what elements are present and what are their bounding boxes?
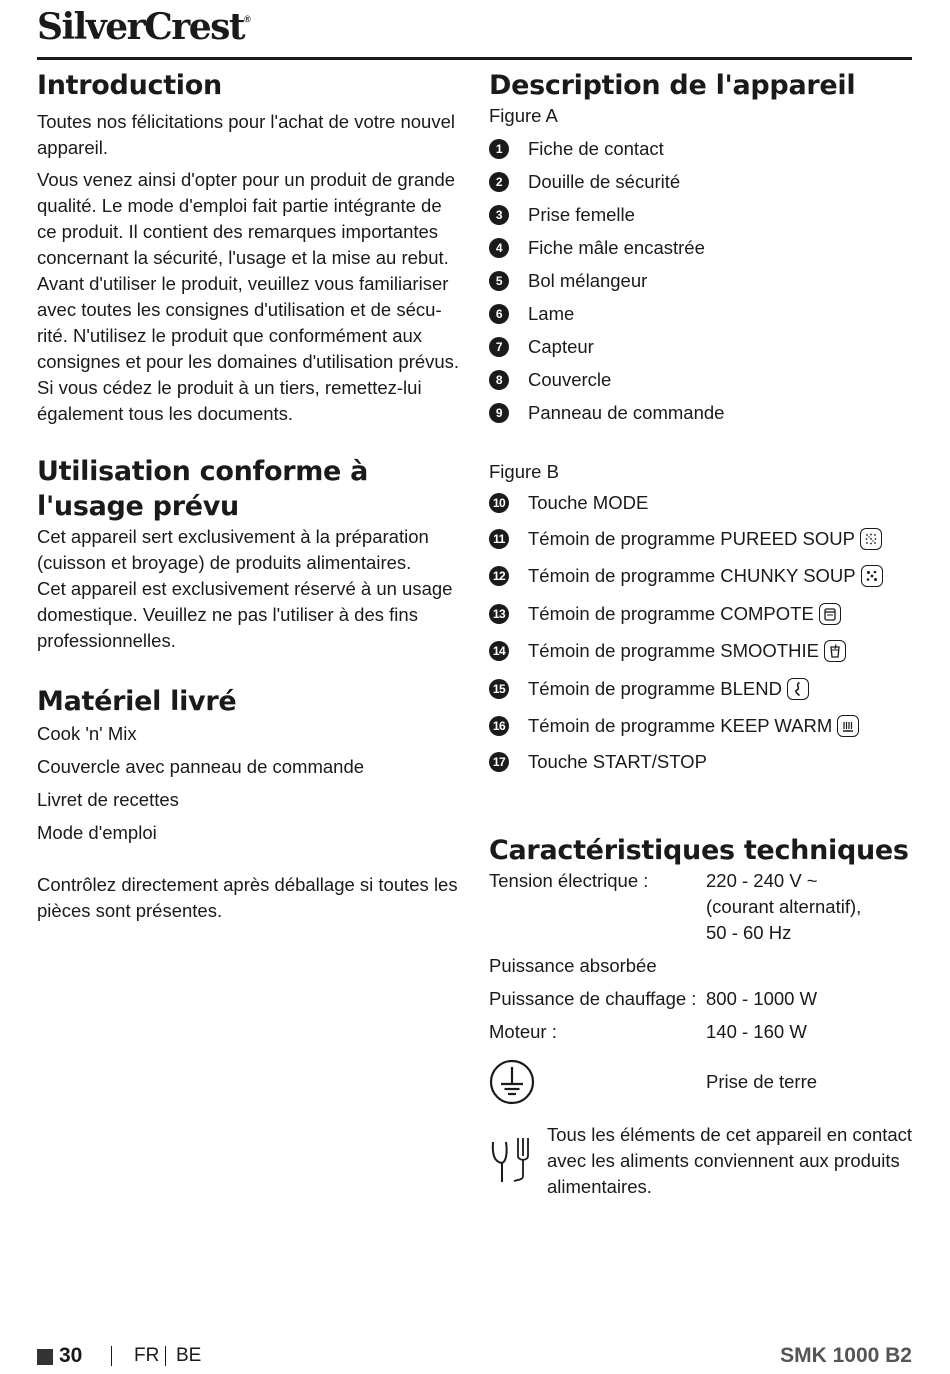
footer-lang-be: BE: [176, 1345, 202, 1366]
earth-ground-icon: [489, 1059, 535, 1105]
list-item: [489, 711, 914, 741]
introduction-title: Introduction: [37, 70, 222, 101]
earth-label: Prise de terre: [706, 1070, 818, 1092]
spec-heading: Puissance absorbée: [489, 954, 657, 976]
model-number: SMK 1000 B2: [780, 1344, 912, 1367]
keep-warm-icon: [837, 715, 859, 737]
number-badge: 16: [489, 716, 509, 736]
spec-row-heating: [489, 986, 914, 1012]
list-item-label: Touche START/STOP: [528, 750, 707, 772]
specs-title: Caractéristiques techniques: [489, 834, 909, 866]
list-item-label: Couvercle: [528, 369, 612, 390]
list-item: [489, 674, 914, 704]
number-badge: 12: [489, 566, 509, 586]
list-item: [489, 169, 914, 195]
description-title: Description de l'appareil: [489, 70, 856, 101]
page-number: 30: [59, 1344, 83, 1367]
list-item: [489, 136, 914, 162]
spec-label: Moteur :: [489, 1020, 557, 1042]
number-badge: 15: [489, 679, 509, 699]
number-badge: 1: [489, 139, 509, 159]
list-item: [489, 367, 914, 393]
brand-logo-text: SilverCrest: [37, 6, 245, 48]
list-item-label: Panneau de commande: [528, 402, 725, 423]
usage-paragraph-1: Cet appareil sert exclusivement à la préparation (cuisson et broyage) de produits alimentaires.: [37, 526, 429, 573]
delivery-item: Mode d'emploi: [37, 822, 157, 843]
spec-value: (courant alternatif),: [706, 895, 862, 917]
header-rule: [37, 57, 912, 60]
number-badge: 6: [489, 304, 509, 324]
list-item: [489, 749, 914, 775]
list-item: [489, 400, 914, 426]
list-item-label: Témoin de programme SMOOTHIE: [528, 640, 819, 661]
number-badge: 14: [489, 641, 509, 661]
figure-a-list: [489, 136, 914, 426]
footer-square-icon: [37, 1349, 53, 1365]
right-column: [489, 68, 914, 1200]
chunky-soup-icon: [861, 565, 883, 587]
list-item-label: Témoin de programme CHUNKY SOUP: [528, 565, 856, 586]
number-badge: 5: [489, 271, 509, 291]
introduction-paragraph-1: Toutes nos félicitations pour l'achat de votre nouvel appareil.: [37, 111, 455, 158]
specs-table: [489, 868, 914, 1200]
smoothie-icon: [824, 640, 846, 662]
list-item: [489, 524, 914, 554]
list-item-label: Lame: [528, 303, 575, 324]
list-item-label: Douille de sécurité: [528, 171, 681, 192]
footer-divider: [165, 1346, 166, 1366]
list-item-label: Fiche mâle encastrée: [528, 237, 705, 258]
list-item-label: Touche MODE: [528, 492, 649, 513]
blend-icon: [787, 678, 809, 700]
figure-b-label: Figure B: [489, 461, 559, 482]
footer-divider: [111, 1346, 112, 1366]
spec-row-motor: [489, 1019, 914, 1045]
introduction-paragraph-2: Vous venez ainsi d'opter pour un produit de grande qualité. Le mode d'emploi fait partie intégrante de ce produit. Il contient des remarques importantes concernant la sécurité, l'usage et la mise au rebut. Avant d'utiliser le produit, veuillez vous familiariser avec toutes les consignes d'utilisation et de sécurité. N'utilisez le produit que conformément aux consignes et pour les domaines d'utilisation prévus. Si vous cédez le produit à un tiers, remettez-lui également tous les documents.: [37, 169, 460, 424]
number-badge: 10: [489, 493, 509, 513]
usage-paragraph-2: Cet appareil est exclusivement réservé à un usage domestique. Veuillez ne pas l'utiliser à des fins professionnelles.: [37, 578, 453, 651]
usage-title: Utilisation conforme à l'usage prévu: [37, 456, 369, 522]
spec-value: 220 - 240 V ~: [706, 869, 818, 891]
spec-row-voltage: [489, 868, 914, 946]
compote-icon: [819, 603, 841, 625]
figure-b-list: [489, 490, 914, 775]
number-badge: 3: [489, 205, 509, 225]
brand-logo: [37, 6, 251, 48]
list-item: [489, 235, 914, 261]
page-footer: [37, 1344, 912, 1372]
list-item-label: Témoin de programme KEEP WARM: [528, 715, 833, 736]
pureed-soup-icon: [860, 528, 882, 550]
number-badge: 7: [489, 337, 509, 357]
number-badge: 17: [489, 752, 509, 772]
list-item-label: Bol mélangeur: [528, 270, 648, 291]
delivery-item: Livret de recettes: [37, 789, 179, 810]
number-badge: 11: [489, 529, 509, 549]
list-item: [489, 636, 914, 666]
delivery-item: Cook 'n' Mix: [37, 723, 137, 744]
number-badge: 2: [489, 172, 509, 192]
number-badge: 9: [489, 403, 509, 423]
number-badge: 8: [489, 370, 509, 390]
delivery-item: Couvercle avec panneau de commande: [37, 756, 365, 777]
list-item: [489, 301, 914, 327]
spec-label: Tension électrique :: [489, 869, 649, 891]
number-badge: 4: [489, 238, 509, 258]
spec-value: 140 - 160 W: [706, 1020, 807, 1042]
delivery-title: Matériel livré: [37, 686, 237, 717]
food-safe-row: [489, 1122, 914, 1200]
list-item-label: Prise femelle: [528, 204, 635, 225]
list-item-label: Témoin de programme COMPOTE: [528, 602, 814, 624]
registered-mark: ®: [244, 14, 251, 24]
footer-lang-fr: FR: [134, 1345, 160, 1366]
food-safe-text: Tous les éléments de cet appareil en contact avec les aliments conviennent aux produits alimentaires.: [547, 1123, 913, 1197]
food-safe-icon: [489, 1136, 533, 1184]
spec-heading-power: [489, 953, 914, 979]
spec-row-earth: [489, 1059, 914, 1105]
list-item-label: Témoin de programme BLEND: [528, 677, 782, 699]
list-item: [489, 561, 914, 591]
list-item: [489, 599, 914, 629]
list-item-label: Fiche de contact: [528, 138, 664, 159]
number-badge: 13: [489, 604, 509, 624]
spec-value: 800 - 1000 W: [706, 987, 818, 1009]
spec-value: 50 - 60 Hz: [706, 921, 792, 943]
list-item: [489, 268, 914, 294]
spec-label: Puissance de chauffage :: [489, 987, 697, 1009]
list-item: [489, 334, 914, 360]
figure-a-label: Figure A: [489, 105, 558, 126]
left-column: [37, 68, 465, 924]
list-item-label: Capteur: [528, 336, 594, 357]
list-item-label: Témoin de programme PUREED SOUP: [528, 527, 855, 549]
delivery-note: Contrôlez directement après déballage si toutes les pièces sont présentes.: [37, 874, 458, 921]
list-item: [489, 202, 914, 228]
list-item: [489, 490, 914, 516]
